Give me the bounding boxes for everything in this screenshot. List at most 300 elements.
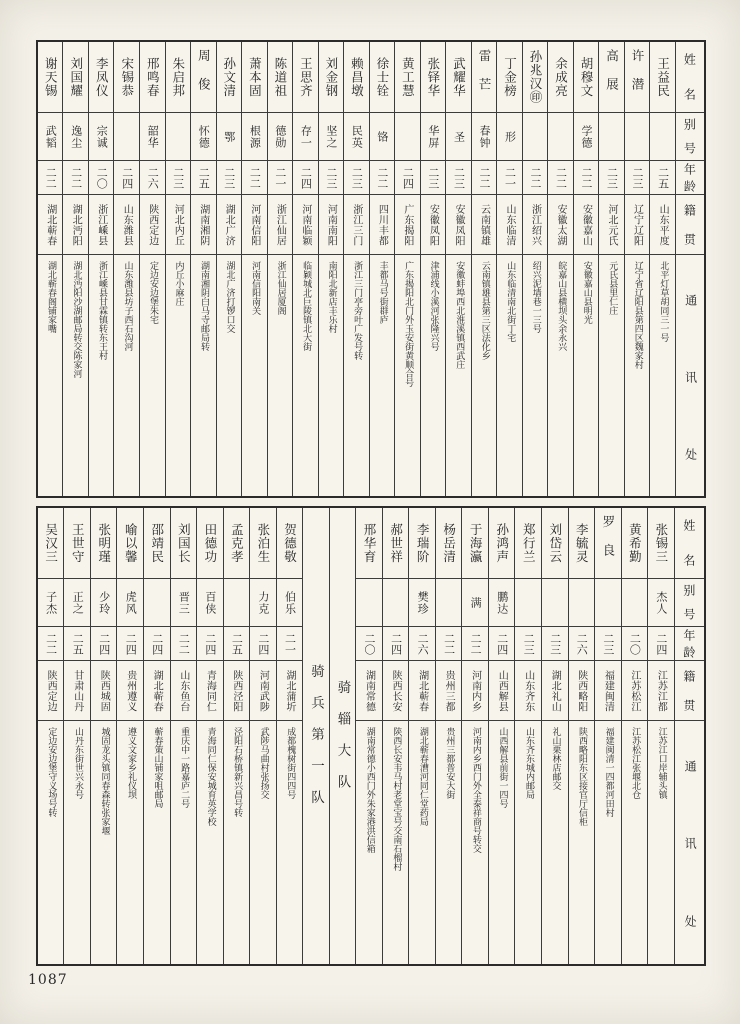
native-cell: 河南内乡 (462, 660, 488, 720)
native-cell: 浙江绍兴 (523, 194, 548, 254)
native-cell: 辽宁辽阳 (625, 194, 650, 254)
name-cell: 张铎华 (425, 56, 441, 98)
address-cell: 辽宁省辽阳县第四区魏家村 (625, 254, 650, 496)
person-column (598, 42, 624, 496)
age-cell: 二五 (650, 160, 675, 194)
native-cell: 陕西定边 (38, 660, 64, 720)
person-column (621, 508, 648, 964)
address-cell: 广东揭阳北门外玉安街黄顺合号 (395, 254, 420, 496)
address-cell: 浙江三门亭旁叶广发号转 (344, 254, 369, 496)
person-column (113, 42, 139, 496)
page-number: 1087 (28, 972, 68, 988)
person-column (38, 42, 63, 496)
native-cell: 贵州三都 (436, 660, 462, 720)
age-cell: 二四 (293, 160, 318, 194)
age-cell: 二四 (489, 626, 515, 660)
age-cell: 二四 (395, 160, 420, 194)
address-cell: 北平灯草胡同三一号 (650, 254, 675, 496)
person-column (318, 42, 344, 496)
native-cell: 云南镇雄 (472, 194, 497, 254)
age-cell: 二五 (191, 160, 216, 194)
address-cell: 绍兴泥墙巷一三号 (523, 254, 548, 496)
header-char: 名 (681, 554, 696, 567)
alias-cell: 韶华 (140, 112, 165, 160)
header-char: 处 (683, 915, 698, 928)
header-column (674, 508, 704, 964)
address-cell: 丰都马号街群庐 (370, 254, 395, 496)
name-cell: 王世守 (70, 522, 86, 564)
person-column (90, 508, 117, 964)
alias-cell: 力克 (250, 578, 276, 626)
alias-cell: 樊珍 (409, 578, 435, 626)
name-cell: 李毓灵 (574, 522, 590, 564)
name-cell: 武耀华 (451, 56, 467, 98)
name-cell: 赖昌墩 (349, 56, 365, 98)
native-cell: 广东揭阳 (395, 194, 420, 254)
person-column (139, 42, 165, 496)
roster-table-bottom (36, 506, 706, 966)
age-cell: 二三 (515, 626, 541, 660)
age-cell: 二六 (140, 160, 165, 194)
age-cell: 二三 (421, 160, 446, 194)
header-char: 姓 (682, 53, 697, 66)
age-cell: 二四 (250, 626, 276, 660)
header-char: 通 (683, 293, 698, 306)
alias-cell: 晋三 (171, 578, 197, 626)
native-cell: 山西解县 (489, 660, 515, 720)
native-cell: 湖北蕲春 (144, 660, 170, 720)
age-cell: 二三 (595, 626, 621, 660)
age-cell: 二六 (569, 626, 595, 660)
name-cell: 张锡三 (653, 522, 669, 564)
native-cell: 湖南常德 (356, 660, 382, 720)
person-column (267, 42, 293, 496)
address-cell: 湖北广济打锣口交 (217, 254, 242, 496)
alias-cell: 春钟 (472, 112, 497, 160)
age-cell: 二三 (599, 160, 624, 194)
person-column (343, 42, 369, 496)
native-cell: 山东鱼台 (171, 660, 197, 720)
name-cell: 黄工慧 (400, 56, 416, 98)
person-column (190, 42, 216, 496)
alias-cell: 满 (462, 578, 488, 626)
person-column (541, 508, 568, 964)
person-column (435, 508, 462, 964)
age-cell: 二三 (625, 160, 650, 194)
address-cell: 定边安边堡守义场号转 (38, 720, 64, 964)
header-char: 号 (682, 141, 697, 155)
name-cell: 萧本固 (247, 56, 263, 98)
name-cell: 郑行兰 (521, 522, 537, 564)
alias-cell: 存一 (293, 112, 318, 160)
address-cell: 遵义文家乡礼仪坝 (117, 720, 143, 964)
header-age (675, 626, 704, 660)
person-column (461, 508, 488, 964)
address-cell: 湖南常德小西门外朱家港洪信箱 (356, 720, 382, 964)
name-cell: 张泊生 (255, 522, 271, 564)
alias-cell (595, 578, 621, 626)
person-column (488, 508, 515, 964)
age-cell: 二一 (277, 626, 303, 660)
header-char: 龄 (681, 645, 696, 658)
name-cell: 张明瑾 (96, 522, 112, 564)
native-cell: 四川丰都 (370, 194, 395, 254)
native-cell: 浙江三门 (344, 194, 369, 254)
address-cell: 城固龙头镇同春森转张家堰 (91, 720, 117, 964)
address-cell: 陕西略阳东区接官厅信柜 (569, 720, 595, 964)
alias-cell: 华屏 (421, 112, 446, 160)
alias-cell (356, 578, 382, 626)
age-cell: 二四 (648, 626, 674, 660)
address-cell: 武陟马曲村张扬交 (250, 720, 276, 964)
address-cell: 元氏县里仁庄 (599, 254, 624, 496)
name-cell: 黄希勤 (627, 522, 643, 564)
name-cell: 刘国耀 (68, 56, 84, 98)
name-cell: 高展 (604, 48, 620, 106)
unit-label: 骑兵第一队 (307, 664, 324, 822)
name-cell: 宋锡恭 (119, 56, 135, 98)
address-cell: 定边安边堡朱宅 (140, 254, 165, 496)
age-cell: 二四 (144, 626, 170, 660)
header-name (675, 508, 704, 578)
person-column (355, 508, 382, 964)
native-cell: 河南信阳 (242, 194, 267, 254)
header-char: 贯 (682, 233, 697, 246)
name-cell: 李瑞阶 (415, 522, 431, 564)
age-cell: 二二 (523, 160, 548, 194)
address-cell: 南阳北新店丰乐村 (319, 254, 344, 496)
name-cell: 于海瀛 (468, 522, 484, 564)
name-cell: 谢天锡 (43, 56, 59, 98)
native-cell: 河南武陟 (250, 660, 276, 720)
person-column (568, 508, 595, 964)
person-column (241, 42, 267, 496)
native-cell: 福建闽清 (595, 660, 621, 720)
header-char: 号 (681, 607, 696, 621)
person-column (216, 42, 242, 496)
header-char: 贯 (681, 699, 696, 712)
name-cell: 丁金榜 (502, 56, 518, 98)
native-cell: 陕西泾阳 (224, 660, 250, 720)
person-column (573, 42, 599, 496)
name-cell: 喻以馨 (123, 522, 139, 564)
header-age (676, 160, 704, 194)
person-column (116, 508, 143, 964)
alias-cell (114, 112, 139, 160)
address-cell: 成都槐树街四四号 (277, 720, 303, 964)
person-column (594, 508, 621, 964)
person-column (170, 508, 197, 964)
header-native (675, 660, 704, 720)
header-char: 姓 (681, 519, 696, 532)
person-column (143, 508, 170, 964)
native-cell: 安徽凤阳 (446, 194, 471, 254)
native-cell: 湖北蒲圻 (277, 660, 303, 720)
address-cell: 湖北沔阳沙湖邮局转交陈家河 (63, 254, 88, 496)
native-cell: 甘肃山丹 (64, 660, 90, 720)
age-cell: 二三 (542, 626, 568, 660)
address-cell: 山东临清南北街丁宅 (497, 254, 522, 496)
age-cell: 二三 (446, 160, 471, 194)
alias-cell: 根源 (242, 112, 267, 160)
age-cell: 二一 (268, 160, 293, 194)
native-cell: 湖北广济 (217, 194, 242, 254)
name-cell: 徐士铨 (374, 56, 390, 98)
person-column (63, 508, 90, 964)
native-cell: 湖南湘阴 (191, 194, 216, 254)
age-cell: 二〇 (89, 160, 114, 194)
native-cell: 浙江仙居 (268, 194, 293, 254)
address-cell: 皖嘉山县横坝头余永兴 (548, 254, 573, 496)
native-cell: 陕西定边 (140, 194, 165, 254)
alias-cell: 怀德 (191, 112, 216, 160)
person-column (249, 508, 276, 964)
address-cell: 山丹东街世兴永号 (64, 720, 90, 964)
name-cell: 罗良 (600, 514, 616, 572)
age-cell: 二四 (114, 160, 139, 194)
address-cell: 重庆中一路嘉庐二号 (171, 720, 197, 964)
native-cell: 山东潍县 (114, 194, 139, 254)
person-column (547, 42, 573, 496)
person-column (292, 42, 318, 496)
address-cell: 内丘小麻庄 (166, 254, 191, 496)
alias-cell: 子杰 (38, 578, 64, 626)
alias-cell (144, 578, 170, 626)
native-cell: 江苏江都 (648, 660, 674, 720)
address-cell: 礼山栗林店邮交 (542, 720, 568, 964)
header-char: 年 (681, 629, 696, 642)
native-cell: 湖北沔阳 (63, 194, 88, 254)
alias-cell: 正之 (64, 578, 90, 626)
address-cell: 河南信阳南关 (242, 254, 267, 496)
alias-cell: 铬 (370, 112, 395, 160)
native-cell: 安徽嘉山 (574, 194, 599, 254)
roster-table-top (36, 40, 706, 498)
alias-cell: 逸尘 (63, 112, 88, 160)
age-cell: 二二 (548, 160, 573, 194)
native-cell: 河南南阳 (319, 194, 344, 254)
native-cell: 山东临清 (497, 194, 522, 254)
alias-cell (542, 578, 568, 626)
name-cell: 田德功 (202, 522, 218, 564)
address-cell: 云南镇雄县第三区法化乡 (472, 254, 497, 496)
native-cell: 安徽凤阳 (421, 194, 446, 254)
name-cell: 王思齐 (298, 56, 314, 98)
name-cell: 刘国长 (176, 522, 192, 564)
name-cell: 李凤仪 (94, 56, 110, 98)
name-cell: 余成亮 (553, 56, 569, 98)
age-cell: 二四 (383, 626, 409, 660)
alias-cell: 杰人 (648, 578, 674, 626)
age-cell: 二五 (224, 626, 250, 660)
age-cell: 二三 (166, 160, 191, 194)
person-column (369, 42, 395, 496)
header-char: 讯 (683, 370, 698, 383)
alias-cell (523, 112, 548, 160)
person-column (471, 42, 497, 496)
native-cell: 陕西略阳 (569, 660, 595, 720)
name-cell: 郝世祥 (388, 522, 404, 564)
alias-cell: 圣 (446, 112, 471, 160)
address-cell: 山东齐东城内邮局 (515, 720, 541, 964)
name-cell: 周俊 (196, 48, 212, 106)
native-cell: 湖北蕲春 (38, 194, 63, 254)
age-cell: 二〇 (622, 626, 648, 660)
name-cell: 朱启邦 (170, 56, 186, 98)
person-column (408, 508, 435, 964)
native-cell: 安徽太湖 (548, 194, 573, 254)
address-cell: 陕西长安韦马村老堂宝号交南石榴村 (383, 720, 409, 964)
alias-cell (166, 112, 191, 160)
header-char: 籍 (682, 203, 697, 216)
native-cell: 陕西长安 (383, 660, 409, 720)
age-cell: 二二 (171, 626, 197, 660)
address-cell: 湖北蕲春漕河同仁堂药局 (409, 720, 435, 964)
name-cell: 王益民 (655, 56, 671, 98)
header-char: 处 (683, 447, 698, 460)
alias-cell (436, 578, 462, 626)
address-cell: 安徽嘉山县明光 (574, 254, 599, 496)
address-cell: 山西解县前街一四号 (489, 720, 515, 964)
address-cell: 河南内乡西门外全泰祥商号转交 (462, 720, 488, 964)
native-cell: 青海同仁 (197, 660, 223, 720)
header-address (675, 720, 704, 964)
unit-column (302, 508, 329, 964)
header-char: 名 (682, 88, 697, 101)
header-char: 龄 (682, 179, 697, 192)
person-column (223, 508, 250, 964)
alias-cell: 少玲 (91, 578, 117, 626)
alias-cell: 形 (497, 112, 522, 160)
address-cell: 青海同仁保安城育英学校 (197, 720, 223, 964)
native-cell: 河南临颖 (293, 194, 318, 254)
native-cell: 山东平度 (650, 194, 675, 254)
age-cell: 二二 (370, 160, 395, 194)
native-cell: 江苏松江 (622, 660, 648, 720)
address-cell: 蕲春策山铺家咀邮局 (144, 720, 170, 964)
address-cell: 江苏松江张堰北仓 (622, 720, 648, 964)
name-cell: 邵靖民 (149, 522, 165, 564)
age-cell: 二二 (574, 160, 599, 194)
name-cell: 陈道祖 (272, 56, 288, 98)
alias-cell (650, 112, 675, 160)
age-cell: 二二 (472, 160, 497, 194)
name-cell: 贺德敬 (282, 522, 298, 564)
name-cell: 孙兆汉㊞ (527, 50, 543, 104)
name-cell: 吴汉三 (43, 522, 59, 564)
alias-cell: 虎风 (117, 578, 143, 626)
person-column (514, 508, 541, 964)
age-cell: 二六 (409, 626, 435, 660)
header-char: 别 (682, 118, 697, 132)
header-native (676, 194, 704, 254)
alias-cell: 宗诚 (89, 112, 114, 160)
address-cell: 浙江嵊县甘霖镇转东王村 (89, 254, 114, 496)
header-name (676, 42, 704, 112)
person-column (496, 42, 522, 496)
native-cell: 陕西城固 (91, 660, 117, 720)
age-cell: 二二 (38, 160, 63, 194)
alias-cell: 民英 (344, 112, 369, 160)
age-cell: 二三 (217, 160, 242, 194)
age-cell: 二二 (242, 160, 267, 194)
alias-cell: 鹏达 (489, 578, 515, 626)
alias-cell (599, 112, 624, 160)
address-cell: 山东潍县坊子西石沟河 (114, 254, 139, 496)
header-char: 籍 (681, 669, 696, 682)
alias-cell (383, 578, 409, 626)
header-alias (676, 112, 704, 160)
age-cell: 二二 (63, 160, 88, 194)
age-cell: 二三 (344, 160, 369, 194)
header-char: 讯 (683, 837, 698, 850)
alias-cell: 鄂 (217, 112, 242, 160)
alias-cell: 百侠 (197, 578, 223, 626)
native-cell: 河北内丘 (166, 194, 191, 254)
person-column (196, 508, 223, 964)
address-cell: 贵州三都普安大街 (436, 720, 462, 964)
native-cell: 山东齐东 (515, 660, 541, 720)
alias-cell (622, 578, 648, 626)
age-cell: 二二 (462, 626, 488, 660)
alias-cell (395, 112, 420, 160)
header-address (676, 254, 704, 496)
address-cell: 浙江仙居厦阁 (268, 254, 293, 496)
name-cell: 刘金钢 (323, 56, 339, 98)
alias-cell: 坚之 (319, 112, 344, 160)
name-cell: 雷芒 (476, 48, 492, 106)
age-cell: 二一 (497, 160, 522, 194)
age-cell: 二四 (117, 626, 143, 660)
person-column (420, 42, 446, 496)
name-cell: 杨岳清 (441, 522, 457, 564)
header-alias (675, 578, 704, 626)
native-cell: 浙江嵊县 (89, 194, 114, 254)
person-column (88, 42, 114, 496)
person-column (276, 508, 303, 964)
person-column (624, 42, 650, 496)
alias-cell (548, 112, 573, 160)
person-column (522, 42, 548, 496)
header-char: 年 (682, 163, 697, 176)
age-cell: 二四 (197, 626, 223, 660)
native-cell: 湖北蕲春 (409, 660, 435, 720)
person-column (62, 42, 88, 496)
alias-cell (569, 578, 595, 626)
name-cell: 孟克孝 (229, 522, 245, 564)
person-column (649, 42, 675, 496)
person-column (165, 42, 191, 496)
person-column (647, 508, 674, 964)
native-cell: 河北元氏 (599, 194, 624, 254)
unit-label: 骑辎大队 (334, 680, 351, 806)
header-column (675, 42, 704, 496)
alias-cell: 伯乐 (277, 578, 303, 626)
alias-cell: 学德 (574, 112, 599, 160)
alias-cell: 德勋 (268, 112, 293, 160)
person-column (445, 42, 471, 496)
name-cell: 许潜 (630, 48, 646, 106)
name-cell: 邢鸣春 (145, 56, 161, 98)
unit-column (329, 508, 356, 964)
name-cell: 刘岱云 (547, 522, 563, 564)
address-cell: 湖南湘阴白马寺邮局转 (191, 254, 216, 496)
age-cell: 二〇 (356, 626, 382, 660)
age-cell: 二二 (436, 626, 462, 660)
name-cell: 胡穆文 (579, 56, 595, 98)
native-cell: 贵州遵义 (117, 660, 143, 720)
person-column (382, 508, 409, 964)
